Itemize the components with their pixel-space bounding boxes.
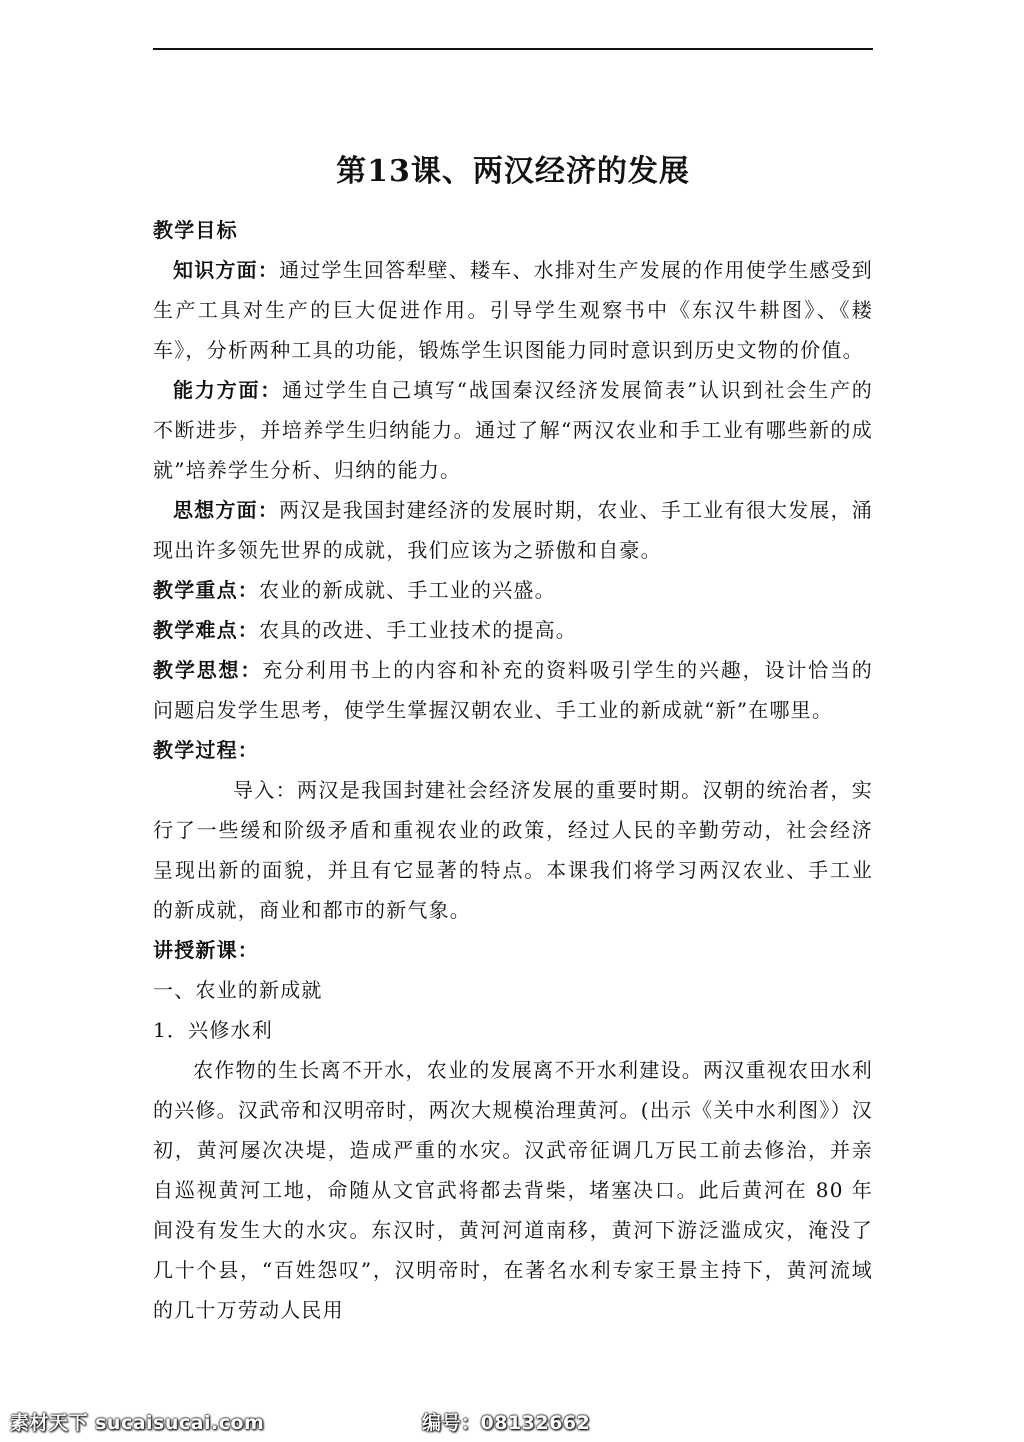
idea-text: 充分利用书上的内容和补充的资料吸引学生的兴趣，设计恰当的问题启发学生思考，使学生掌握汉朝农业、手工业的新成就“新”在哪里。	[153, 658, 873, 722]
section-heading: 一、农业的新成就	[153, 978, 323, 1002]
knowledge-text: 通过学生回答犁壁、耧车、水排对生产发展的作用使学生感受到生产工具对生产的巨大促进作用。引导学生观察书中《东汉牛耕图》、《耧车》，分析两种工具的功能，锻炼学生识图能力同时意识到历史文物的价值。	[153, 258, 873, 362]
ability-text: 通过学生自己填写“战国秦汉经济发展简表”认识到社会生产的不断进步，并培养学生归纳能力。通过了解“两汉农业和手工业有哪些新的成就”培养学生分析、归纳的能力。	[153, 378, 873, 482]
difficulty-text: 农具的改进、手工业技术的提高。	[259, 618, 577, 642]
thought-paragraph	[153, 490, 873, 570]
difficulty-paragraph	[153, 610, 873, 650]
page-title: 第13课、两汉经济的发展	[336, 154, 690, 189]
key-point-label: 教学重点：	[153, 578, 259, 602]
idea-label: 教学思想：	[153, 658, 263, 682]
ability-paragraph	[153, 370, 873, 490]
thought-label: 思想方面：	[173, 498, 280, 522]
watermark-site: 素材天下 sucaisucai.com	[10, 1412, 265, 1434]
objectives-heading: 教学目标	[153, 218, 238, 242]
difficulty-label: 教学难点：	[153, 618, 259, 642]
watermark-id: 编号：08132662	[422, 1412, 591, 1434]
key-point-text: 农业的新成就、手工业的兴盛。	[259, 578, 556, 602]
key-point-paragraph	[153, 570, 873, 610]
watermark-bar	[0, 1400, 1024, 1442]
idea-paragraph	[153, 650, 873, 730]
knowledge-label: 知识方面：	[173, 258, 280, 282]
knowledge-paragraph	[153, 250, 873, 370]
subsection-heading: 1．兴修水利	[153, 1018, 273, 1042]
thought-text: 两汉是我国封建经济的发展时期，农业、手工业有很大发展，涌现出许多领先世界的成就，我们应该为之骄傲和自豪。	[153, 498, 873, 562]
body-paragraph: 农作物的生长离不开水，农业的发展离不开水利建设。两汉重视农田水利的兴修。汉武帝和汉明帝时，两次大规模治理黄河。(出示《关中水利图》）汉初，黄河屡次决堤，造成严重的水灾。汉武帝征调几万民工前去修治，并亲自巡视黄河工地，命随从文官武将都去背柴，堵塞决口。此后黄河在 80 年间没有发生大的水灾。东汉时，黄河河道南移，黄河下游泛滥成灾，淹没了几十个县，“百姓怨叹”，汉明帝时，在著名水利专家王景主持下，黄河流域的几十万劳动人民用	[153, 1058, 873, 1322]
process-heading: 教学过程：	[153, 738, 259, 762]
ability-label: 能力方面：	[173, 378, 283, 402]
header-rule	[153, 48, 873, 50]
intro-paragraph: 导入：两汉是我国封建社会经济发展的重要时期。汉朝的统治者，实行了一些缓和阶级矛盾和重视农业的政策，经过人民的辛勤劳动，社会经济呈现出新的面貌，并且有它显著的特点。本课我们将学习两汉农业、手工业的新成就，商业和都市的新气象。	[153, 778, 873, 922]
new-lesson-heading: 讲授新课：	[153, 938, 259, 962]
document-body	[153, 140, 873, 1330]
